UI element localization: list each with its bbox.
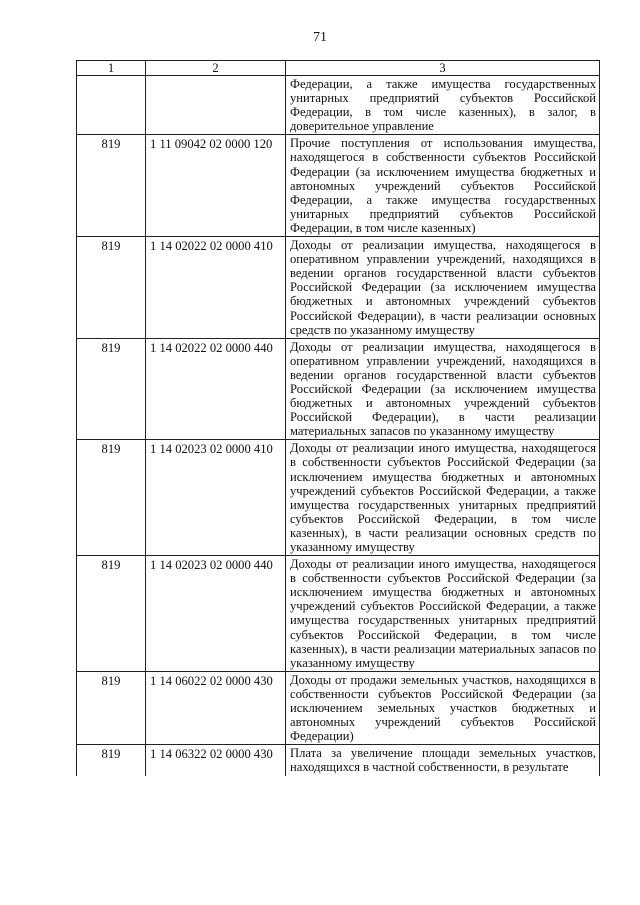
table-row: [77, 338, 600, 440]
budget-code-cell: [146, 76, 286, 135]
description-cell: Плата за увеличение площади земельных участков, находящихся в частной собственности, в результате: [286, 745, 600, 776]
description-cell: Доходы от реализации иного имущества, находящегося в собственности субъектов Российской Федерации (за исключением имущества бюджетных и автономных учреждений субъектов Российской Федерации, а также имущества государственных унитарных предприятий субъектов Российской Федерации, в том числе казенных), в части реализации основных средств по указанному имуществу: [286, 440, 600, 556]
admin-code-cell: 819: [77, 440, 146, 556]
description-cell: Доходы от продажи земельных участков, находящихся в собственности субъектов Российской Федерации (за исключением земельных участков бюджетных и автономных учреждений субъектов Российской Федерации): [286, 671, 600, 744]
description-cell: Доходы от реализации имущества, находящегося в оперативном управлении учреждений, находящихся в ведении органов государственной власти субъектов Российской Федерации (за исключением имущества бюджетных и автономных учреждений субъектов Российской Федерации), в части реализации материальных запасов по указанному имуществу: [286, 338, 600, 440]
admin-code-cell: 819: [77, 745, 146, 776]
column-header-3: 3: [286, 61, 600, 76]
table-header-row: [77, 61, 600, 76]
budget-code-cell: 1 14 06322 02 0000 430: [146, 745, 286, 776]
admin-code-cell: 819: [77, 338, 146, 440]
column-header-2: 2: [146, 61, 286, 76]
table-row: [77, 745, 600, 776]
table-row: [77, 671, 600, 744]
description-cell: Федерации, а также имущества государственных унитарных предприятий субъектов Российской Федерации, в том числе казенных), в залог, в доверительное управление: [286, 76, 600, 135]
budget-code-cell: 1 14 02022 02 0000 410: [146, 237, 286, 339]
budget-code-cell: 1 14 02023 02 0000 410: [146, 440, 286, 556]
table-row: [77, 237, 600, 339]
description-cell: Доходы от реализации имущества, находящегося в оперативном управлении учреждений, находящихся в ведении органов государственной власти субъектов Российской Федерации (за исключением имущества бюджетных и автономных учреждений субъектов Российской Федерации), в части реализации основных средств по указанному имуществу: [286, 237, 600, 339]
admin-code-cell: 819: [77, 556, 146, 672]
description-cell: Прочие поступления от использования имущества, находящегося в собственности субъектов Российской Федерации (за исключением имущества бюджетных и автономных учреждений субъектов Российской Федерации, а также имущества государственных унитарных предприятий субъектов Российской Федерации, в том числе казенных): [286, 135, 600, 237]
admin-code-cell: 819: [77, 135, 146, 237]
column-header-1: 1: [77, 61, 146, 76]
admin-code-cell: [77, 76, 146, 135]
table-row: [77, 135, 600, 237]
budget-code-cell: 1 14 02023 02 0000 440: [146, 556, 286, 672]
budget-code-cell: 1 14 02022 02 0000 440: [146, 338, 286, 440]
admin-code-cell: 819: [77, 237, 146, 339]
table-row: [77, 440, 600, 556]
table-row: [77, 76, 600, 135]
budget-code-cell: 1 11 09042 02 0000 120: [146, 135, 286, 237]
admin-code-cell: 819: [77, 671, 146, 744]
table-row: [77, 556, 600, 672]
description-cell: Доходы от реализации иного имущества, находящегося в собственности субъектов Российской Федерации (за исключением имущества бюджетных и автономных учреждений субъектов Российской Федерации, а также имущества государственных унитарных предприятий субъектов Российской Федерации, в том числе казенных), в части реализации материальных запасов по указанному имуществу: [286, 556, 600, 672]
budget-code-cell: 1 14 06022 02 0000 430: [146, 671, 286, 744]
revenue-codes-table: [76, 60, 600, 776]
page-number: 71: [313, 30, 327, 45]
